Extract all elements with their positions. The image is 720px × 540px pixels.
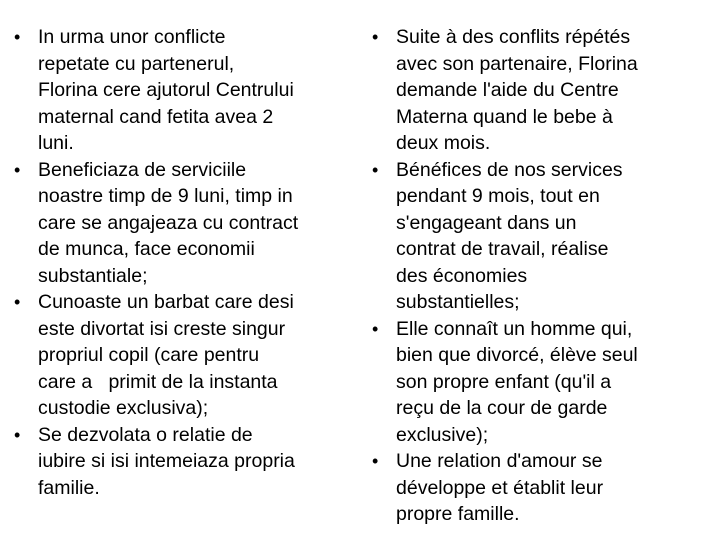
text-line: In urma unor conflicte (38, 26, 226, 48)
romanian-bullet-item (8, 289, 364, 422)
text-line: Beneficiaza de serviciile (38, 158, 247, 181)
text-line: propre famille. (396, 503, 520, 525)
text-line: son propre enfant (qu'il a (396, 370, 612, 393)
text-line: propriul copil (care pentru (38, 344, 260, 366)
text-line: custodie exclusiva); (38, 397, 209, 419)
text-line: développe et établit leur (396, 476, 604, 499)
french-bullet-item (366, 448, 716, 528)
bullet-text (396, 448, 716, 528)
romanian-bullet-item (8, 422, 364, 502)
romanian-column (8, 24, 364, 501)
text-line: reçu de la cour de garde (396, 397, 608, 419)
bullet-text (38, 289, 364, 422)
bullet-marker: • (372, 451, 379, 471)
french-column (366, 24, 716, 528)
text-line: Se dezvolata o relatie de (38, 423, 253, 446)
text-line: maternal cand fetita avea 2 (38, 105, 274, 128)
bullet-marker: • (372, 27, 379, 47)
text-line: deux mois. (396, 132, 491, 154)
text-line: Suite à des conflits répétés (396, 26, 631, 48)
text-line: demande l'aide du Centre (396, 79, 619, 101)
text-line: noastre timp de 9 luni, timp in (38, 185, 293, 207)
bullet-marker: • (372, 159, 379, 180)
text-line: pendant 9 mois, tout en (396, 185, 600, 207)
text-line: care a primit de la instanta (38, 370, 278, 393)
bullet-text (38, 24, 364, 157)
text-line: des économies (396, 264, 528, 287)
bullet-marker: • (14, 159, 21, 180)
text-line: bien que divorcé, élève seul (396, 344, 638, 366)
text-line: contrat de travail, réalise (396, 238, 609, 260)
romanian-bullet-item (8, 157, 364, 290)
text-line: Cunoaste un barbat care desi (38, 291, 294, 313)
bullet-text (38, 157, 364, 290)
text-line: s'engageant dans un (396, 211, 577, 234)
text-line: Une relation d'amour se (396, 450, 603, 472)
bullet-text (38, 422, 364, 502)
text-line: Materna quand le bebe à (396, 105, 613, 128)
bullet-marker: • (14, 27, 21, 47)
french-bullet-item (366, 157, 716, 316)
bullet-text (396, 316, 716, 449)
bullet-text (396, 157, 716, 316)
french-bullet-item (366, 24, 716, 157)
text-line: Elle connaît un homme qui, (396, 317, 633, 340)
text-line: substantiale; (38, 264, 148, 287)
bullet-marker: • (372, 318, 379, 339)
text-line: de munca, face economii (38, 238, 255, 260)
romanian-bullet-item (8, 24, 364, 157)
text-line: substantielles; (396, 291, 520, 313)
text-line: exclusive); (396, 423, 489, 446)
text-line: repetate cu partenerul, (38, 52, 235, 75)
text-line: este divortat isi creste singur (38, 317, 286, 340)
text-line: avec son partenaire, Florina (396, 52, 638, 75)
text-line: care se angajeaza cu contract (38, 211, 299, 234)
bullet-marker: • (14, 424, 21, 445)
text-line: familie. (38, 476, 100, 499)
text-line: Florina cere ajutorul Centrului (38, 79, 294, 101)
bullet-text (396, 24, 716, 157)
bullet-marker: • (14, 292, 21, 312)
french-bullet-item (366, 316, 716, 449)
text-line: Bénéfices de nos services (396, 158, 623, 181)
text-line: iubire si isi intemeiaza propria (38, 450, 295, 472)
text-line: luni. (38, 132, 74, 154)
